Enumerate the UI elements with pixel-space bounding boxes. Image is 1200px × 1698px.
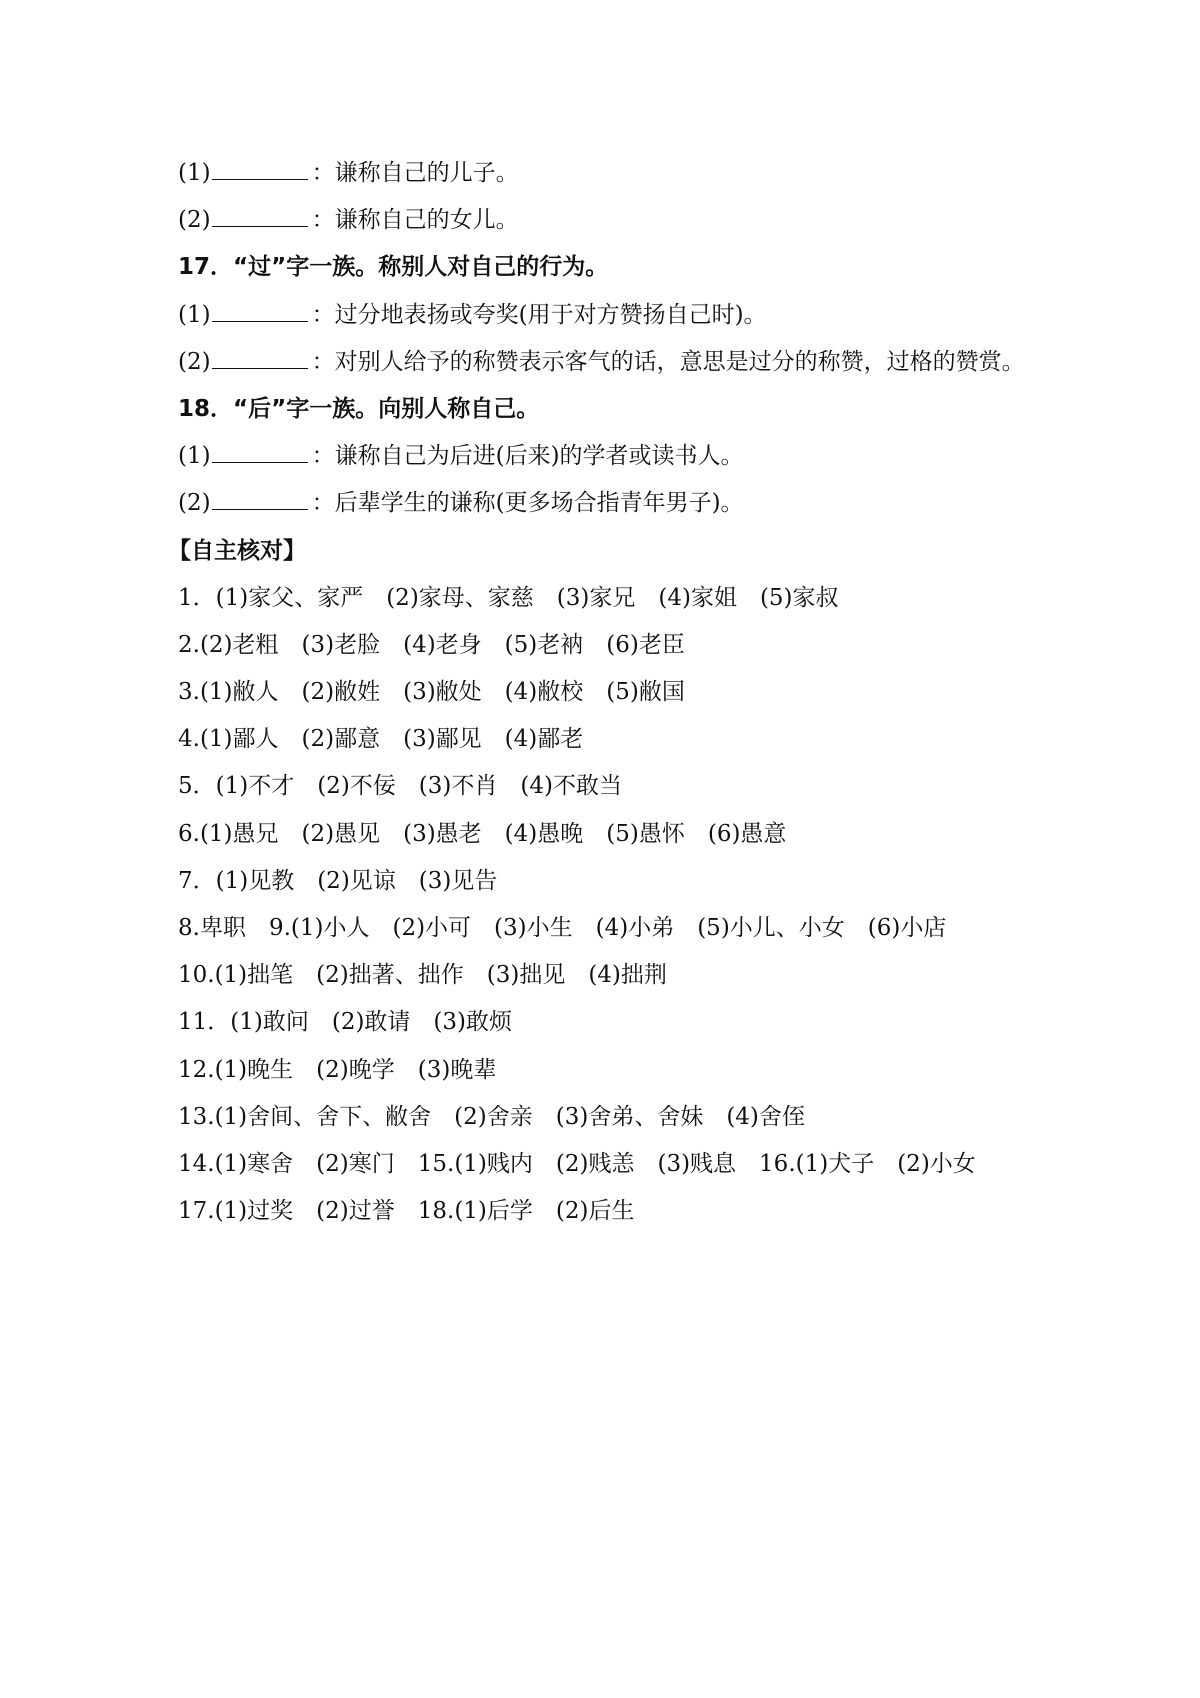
item-text: ：后辈学生的谦称(更多场合指青年男子)。 — [311, 490, 744, 517]
q18-heading: 18．“后”字一族。向别人称自己。 — [178, 395, 540, 422]
answer-blank[interactable] — [212, 303, 308, 322]
answer-line: 5．(1)不才 (2)不佞 (3)不肖 (4)不敢当 — [178, 773, 622, 800]
item-text: ：谦称自己的儿子。 — [311, 160, 519, 186]
item-number: (2) — [178, 348, 211, 375]
item-text: ：谦称自己的女儿。 — [311, 207, 519, 234]
item-text: ：对别人给予的称赞表示客气的话，意思是过分的称赞，过格的赞赏。 — [311, 348, 1025, 375]
answer-line: 1．(1)家父、家严 (2)家母、家慈 (3)家兄 (4)家姐 (5)家叔 — [178, 584, 839, 611]
answer-line: 6.(1)愚兄 (2)愚见 (3)愚老 (4)愚晚 (5)愚怀 (6)愚意 — [178, 820, 787, 847]
answer-line: 14.(1)寒舍 (2)寒门 15.(1)贱内 (2)贱恙 (3)贱息 16.(1)犬子 (2)小女 — [178, 1150, 976, 1177]
item-text: ：谦称自己为后进(后来)的学者或读书人。 — [311, 443, 744, 470]
item-number: (1) — [178, 160, 211, 186]
q16-item-2 — [178, 197, 1098, 244]
answer-line: 10.(1)拙笔 (2)拙著、拙作 (3)拙见 (4)拙荆 — [178, 962, 667, 989]
q18-item-1 — [178, 433, 1098, 480]
answers-title: 【自主核对】 — [168, 537, 306, 564]
item-number: (1) — [178, 443, 211, 470]
answer-blank[interactable] — [212, 444, 308, 463]
answer-blank[interactable] — [212, 208, 308, 227]
answer-line: 13.(1)舍间、舍下、敝舍 (2)舍亲 (3)舍弟、舍妹 (4)舍侄 — [178, 1103, 805, 1130]
q17-item-2 — [178, 339, 1098, 386]
answer-line: 2.(2)老粗 (3)老脸 (4)老身 (5)老衲 (6)老臣 — [178, 631, 685, 658]
item-text: ：过分地表扬或夸奖(用于对方赞扬自己时)。 — [311, 301, 767, 328]
answer-blank[interactable] — [212, 161, 308, 180]
item-number: (2) — [178, 490, 211, 517]
answer-blank[interactable] — [212, 350, 308, 369]
answer-line: 3.(1)敝人 (2)敝姓 (3)敝处 (4)敝校 (5)敝国 — [178, 679, 685, 706]
answer-line: 8.卑职 9.(1)小人 (2)小可 (3)小生 (4)小弟 (5)小儿、小女 (6)小店 — [178, 915, 947, 941]
q17-heading: 17．“过”字一族。称别人对自己的行为。 — [178, 254, 609, 281]
answer-line: 7．(1)见教 (2)见谅 (3)见告 — [178, 867, 498, 894]
answer-blank[interactable] — [212, 491, 308, 510]
answer-line: 17.(1)过奖 (2)过誉 18.(1)后学 (2)后生 — [178, 1198, 635, 1225]
answer-line: 4.(1)鄙人 (2)鄙意 (3)鄙见 (4)鄙老 — [178, 726, 584, 753]
answer-line: 11．(1)敢问 (2)敢请 (3)敢烦 — [178, 1009, 513, 1036]
answer-line: 12.(1)晚生 (2)晚学 (3)晚辈 — [178, 1056, 497, 1083]
item-number: (1) — [178, 301, 211, 328]
q18-item-2 — [178, 480, 1098, 527]
item-number: (2) — [178, 207, 211, 234]
document-page — [168, 150, 1098, 1235]
q16-item-1 — [178, 150, 1098, 197]
q17-item-1 — [178, 292, 1098, 339]
